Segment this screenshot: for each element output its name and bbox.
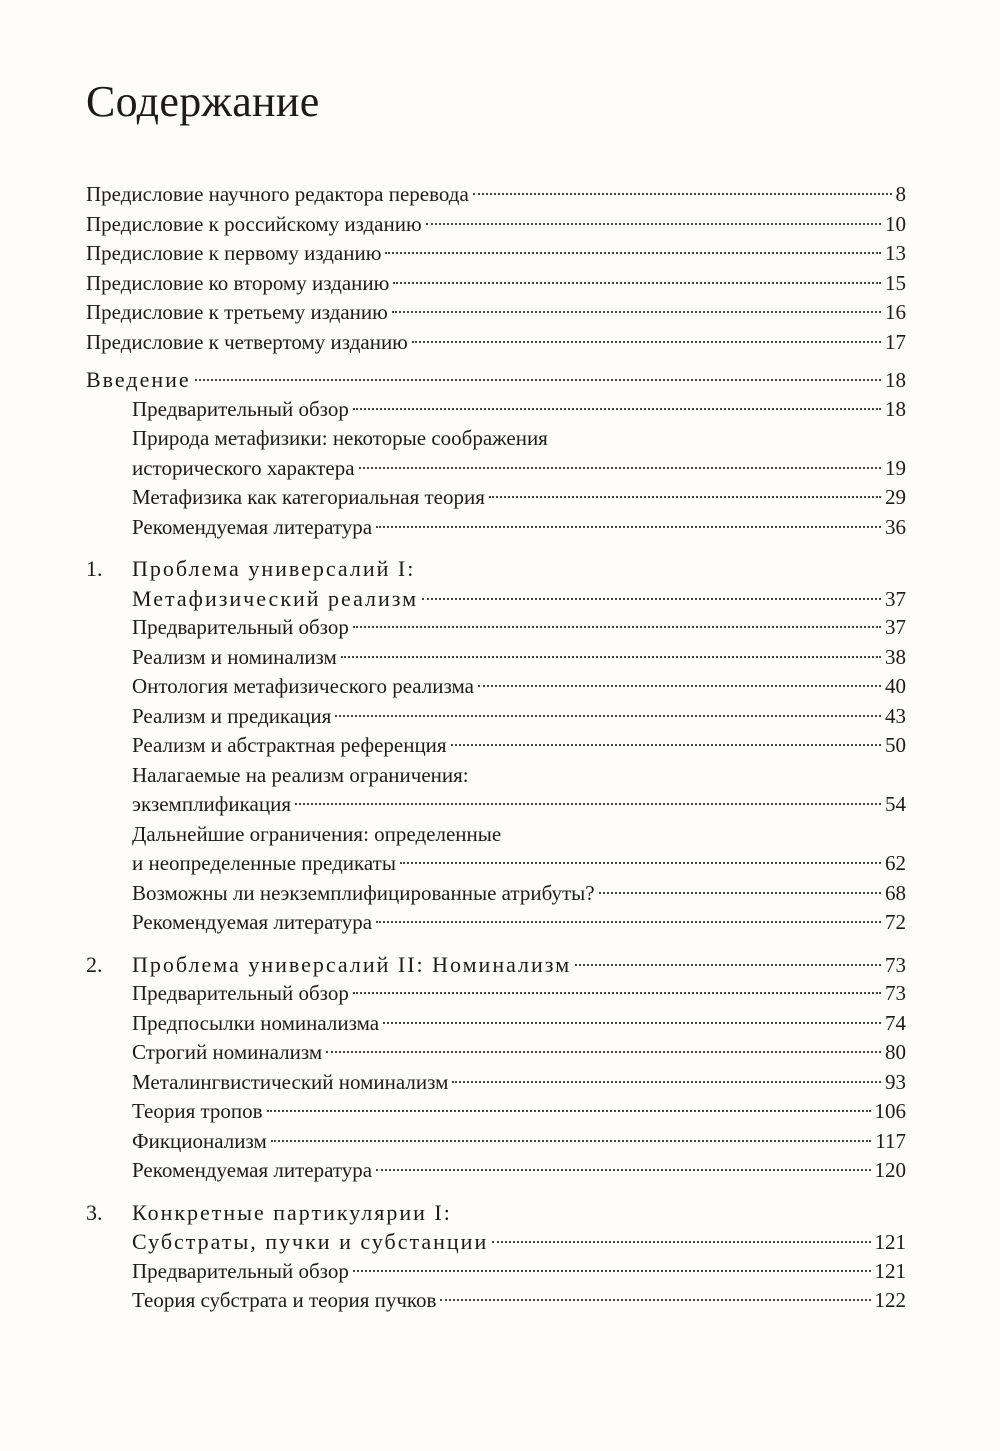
toc-entry-label: Предварительный обзор — [132, 1258, 349, 1283]
toc-entry-label: Предисловие ко второму изданию — [86, 270, 390, 295]
toc-entry-label: Теория тропов — [132, 1099, 263, 1123]
toc-chapter-2[interactable] — [86, 950, 906, 980]
dot-leader — [376, 921, 881, 923]
toc-entry[interactable] — [86, 328, 906, 358]
toc-page-number: 93 — [885, 1069, 906, 1094]
toc-entry[interactable] — [86, 613, 906, 643]
toc-chapter-label: Проблема универсалий I: — [132, 556, 416, 581]
dot-leader — [473, 193, 892, 195]
dot-leader — [359, 467, 881, 469]
toc-entry[interactable] — [86, 731, 906, 761]
toc-entry[interactable] — [86, 513, 906, 543]
toc-entry[interactable] — [86, 298, 906, 328]
toc-chapter-label-continued: Метафизический реализм — [132, 585, 419, 611]
toc-page-number: 68 — [885, 880, 906, 905]
dot-leader — [267, 1110, 871, 1112]
toc-chapter-3-line2[interactable] — [86, 1227, 906, 1257]
toc-page-number: 15 — [885, 270, 906, 295]
toc-page-number: 43 — [885, 703, 906, 728]
dot-leader — [195, 379, 881, 381]
toc-entry-label: Теория субстрата и теория пучков — [132, 1288, 437, 1312]
toc-entry[interactable] — [86, 1156, 906, 1186]
dot-leader — [440, 1299, 870, 1301]
toc-entry-label: Предисловие к третьему изданию — [86, 300, 388, 324]
dot-leader — [492, 1241, 870, 1243]
toc-entry-label: Метафизика как категориальная теория — [132, 485, 485, 509]
page-title: Содержание — [86, 77, 320, 126]
dot-leader — [422, 598, 881, 600]
toc-entry-label: Рекомендуемая литература — [132, 910, 373, 934]
toc-page-number: 117 — [875, 1128, 906, 1153]
toc-page-number: 54 — [885, 792, 906, 816]
dot-leader — [271, 1140, 872, 1142]
toc-entry[interactable] — [86, 1038, 906, 1068]
toc-page-number: 121 — [874, 1258, 906, 1283]
toc-page-number: 73 — [885, 981, 906, 1005]
dot-leader — [451, 744, 881, 746]
toc-entry-label: Предварительный обзор — [132, 615, 349, 639]
toc-chapter-3[interactable] — [86, 1198, 906, 1228]
dot-leader — [376, 1169, 870, 1171]
dot-leader — [353, 626, 881, 628]
toc-page-number: 121 — [874, 1230, 906, 1254]
toc-entry-label: Фикционализм — [132, 1128, 267, 1153]
dot-leader — [295, 803, 881, 805]
toc-entry[interactable] — [86, 643, 906, 673]
toc-entry-line1[interactable] — [86, 820, 906, 850]
toc-entry[interactable] — [86, 269, 906, 299]
toc-entry-line1[interactable] — [86, 424, 906, 454]
toc-entry-label: Рекомендуемая литература — [132, 514, 373, 539]
toc-page-number: 37 — [885, 615, 906, 639]
chapter-number: 3. — [86, 1199, 103, 1225]
toc-chapter-label: Конкретные партикулярии I: — [132, 1199, 452, 1225]
dot-leader — [426, 223, 881, 225]
toc-entry[interactable] — [86, 180, 906, 210]
toc-entry-label: Строгий номинализм — [132, 1040, 323, 1064]
toc-page-number: 29 — [885, 485, 906, 509]
dot-leader — [489, 496, 881, 498]
toc-entry-label: Онтология метафизического реализма — [132, 674, 474, 698]
toc-entry[interactable] — [86, 239, 906, 269]
dot-leader — [353, 992, 881, 994]
toc-entry-label: Возможны ли неэкземплифицированные атрибуты? — [132, 880, 595, 905]
dot-leader — [383, 1022, 881, 1024]
toc-page-number: 72 — [885, 910, 906, 934]
toc-entry[interactable] — [86, 1257, 906, 1287]
toc-entry-label: Реализм и номинализм — [132, 644, 337, 669]
toc-entry-label-continued: исторического характера — [132, 455, 355, 480]
toc-entry[interactable] — [86, 210, 906, 240]
dot-leader — [326, 1051, 881, 1053]
toc-entry-label-continued: и неопределенные предикаты — [132, 851, 396, 875]
toc-page-number: 37 — [885, 586, 906, 611]
toc-entry-label: Дальнейшие ограничения: определенные — [132, 821, 502, 846]
toc-page-number: 8 — [895, 182, 906, 206]
toc-entry[interactable] — [86, 672, 906, 702]
toc-page-number: 17 — [885, 329, 906, 354]
toc-chapter-1[interactable] — [86, 554, 906, 584]
toc-entry[interactable] — [86, 1127, 906, 1157]
toc-page-number: 36 — [885, 514, 906, 539]
toc-entry[interactable] — [86, 1068, 906, 1098]
toc-page-number: 120 — [874, 1158, 906, 1182]
dot-leader — [376, 526, 881, 528]
toc-chapter-label: Проблема универсалий II: Номинализм — [132, 951, 572, 977]
toc-entry-line2[interactable] — [86, 454, 906, 484]
toc-entry-label: Реализм и абстрактная референция — [132, 733, 447, 757]
toc-entry[interactable] — [86, 879, 906, 909]
toc-entry-label-continued: экземплификация — [132, 792, 291, 816]
toc-page-number: 73 — [885, 952, 906, 977]
dot-leader — [341, 656, 881, 658]
toc-entry-label: Реализм и предикация — [132, 703, 332, 728]
toc-page-number: 10 — [885, 211, 906, 236]
toc-entry-line2[interactable] — [86, 790, 906, 820]
toc-page-number: 40 — [885, 674, 906, 698]
toc-entry-label: Предварительный обзор — [132, 981, 349, 1005]
toc-page-number: 16 — [885, 300, 906, 324]
toc-entry-label: Предварительный обзор — [132, 396, 349, 421]
table-of-contents — [86, 180, 906, 1316]
toc-page-number: 74 — [885, 1010, 906, 1035]
toc-entry-label: Природа метафизики: некоторые соображения — [132, 426, 548, 450]
toc-page-number: 122 — [874, 1288, 906, 1312]
toc-entry-line2[interactable] — [86, 849, 906, 879]
dot-leader — [335, 715, 881, 717]
toc-entry-label: Предисловие к четвертому изданию — [86, 329, 408, 354]
toc-page-number: 18 — [885, 368, 906, 392]
toc-entry-label: Металингвистический номинализм — [132, 1069, 449, 1094]
toc-page-number: 106 — [874, 1099, 906, 1123]
dot-leader — [353, 408, 881, 410]
toc-page-number: 18 — [885, 396, 906, 421]
toc-page-number: 38 — [885, 644, 906, 669]
toc-entry[interactable] — [86, 1097, 906, 1127]
toc-chapter-label: Введение — [86, 367, 191, 392]
toc-chapter-introduction[interactable] — [86, 365, 906, 395]
toc-entry-label: Предисловие к российскому изданию — [86, 211, 422, 236]
toc-page-number: 50 — [885, 733, 906, 757]
toc-entry[interactable] — [86, 1286, 906, 1316]
toc-entry-label: Предисловие научного редактора перевода — [86, 182, 469, 206]
toc-entry[interactable] — [86, 395, 906, 425]
toc-chapter-1-line2[interactable] — [86, 584, 906, 614]
toc-entry[interactable] — [86, 1009, 906, 1039]
dot-leader — [353, 1270, 871, 1272]
dot-leader — [575, 964, 881, 966]
toc-entry[interactable] — [86, 702, 906, 732]
toc-page-number: 80 — [885, 1040, 906, 1064]
toc-entry-line1[interactable] — [86, 761, 906, 791]
dot-leader — [452, 1081, 881, 1083]
dot-leader — [392, 311, 881, 313]
toc-entry[interactable] — [86, 483, 906, 513]
toc-page-number: 19 — [885, 455, 906, 480]
toc-entry-label: Предпосылки номинализма — [132, 1010, 380, 1035]
toc-entry[interactable] — [86, 979, 906, 1009]
toc-entry-label: Предисловие к первому изданию — [86, 241, 382, 265]
dot-leader — [385, 252, 881, 254]
dot-leader — [400, 862, 881, 864]
toc-page-number: 62 — [885, 851, 906, 875]
dot-leader — [478, 685, 881, 687]
dot-leader — [599, 892, 881, 894]
toc-chapter-label-continued: Субстраты, пучки и субстанции — [132, 1229, 489, 1254]
toc-entry[interactable] — [86, 908, 906, 938]
chapter-number: 2. — [86, 951, 103, 977]
chapter-number: 1. — [86, 556, 103, 581]
dot-leader — [412, 341, 881, 343]
dot-leader — [393, 282, 881, 284]
toc-entry-label: Рекомендуемая литература — [132, 1158, 373, 1182]
toc-entry-label: Налагаемые на реализм ограничения: — [132, 762, 469, 787]
toc-page-number: 13 — [885, 241, 906, 265]
